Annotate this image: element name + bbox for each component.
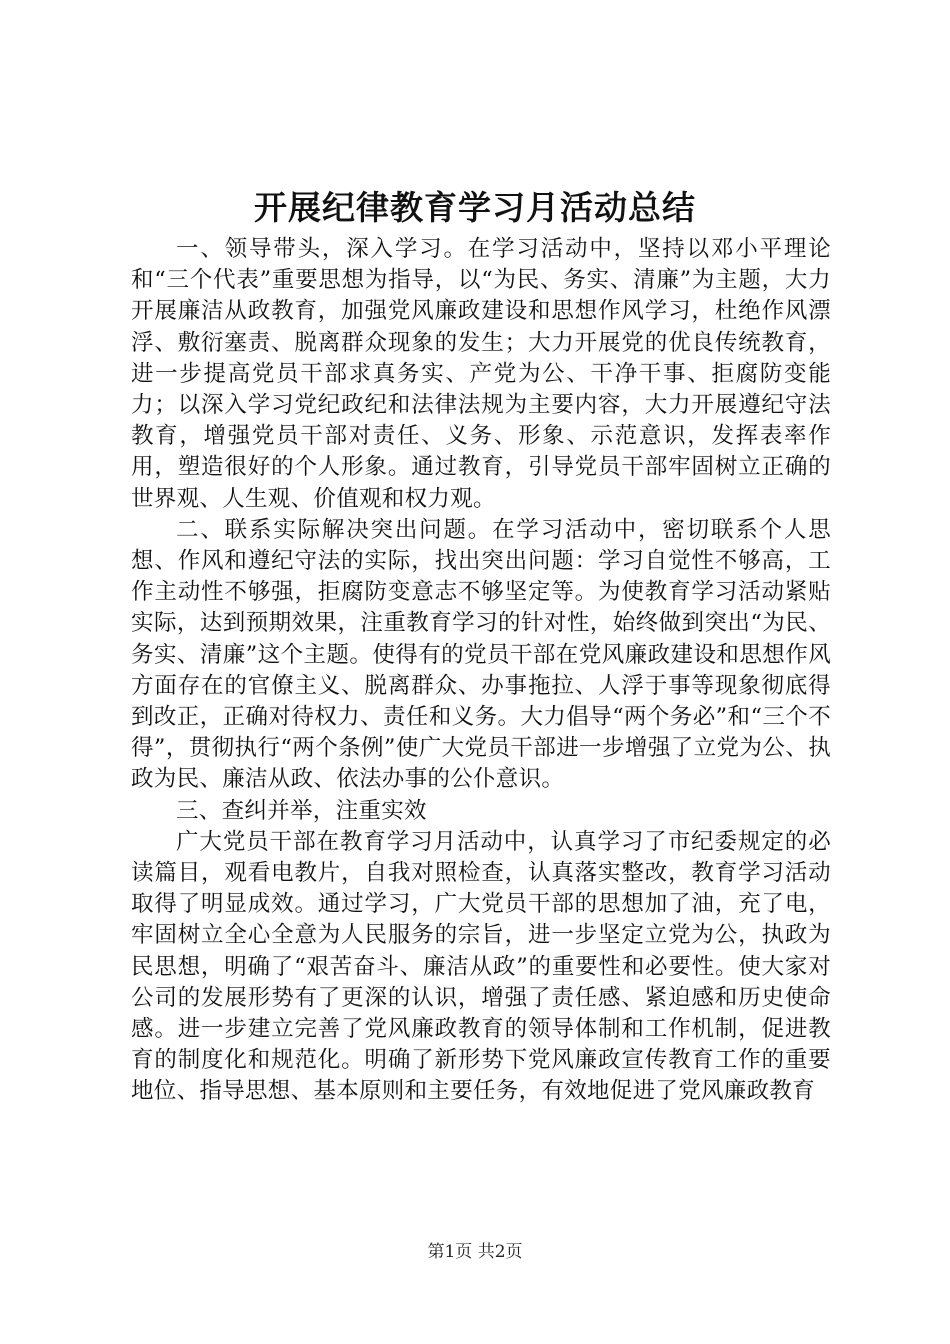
paragraph-leadership: 一、领导带头，深入学习。在学习活动中，坚持以邓小平理论和“三个代表”重要思想为指导，以“为民、务实、清廉”为主题，大力开展廉洁从政教育，加强党风廉政建设和思想作风学习，杜绝作风漂浮、敷衍塞责、脱离群众现象的发生；大力开展党的优良传统教育，进一步提高党员干部求真务实、产党为公、干净干事、拒腐防变能力；以深入学习党纪政纪和法律法规为主要内容，大力开展遵纪守法教育，增强党员干部对责任、义务、形象、示范意识，发挥表率作用，塑造很好的个人形象。通过教育，引导党员干部牢固树立正确的世界观、人生观、价值观和权力观。 — [131, 236, 831, 512]
page-number-footer: 第1页 共2页 — [427, 1242, 523, 1262]
document-title: 开展纪律教育学习月活动总结 — [254, 188, 696, 227]
section-heading-rectification: 三、查纠并举，注重实效 — [176, 797, 427, 824]
paragraph-results: 广大党员干部在教育学习月活动中，认真学习了市纪委规定的必读篇目，观看电教片，自我对照检查，认真落实整改，教育学习活动取得了明显成效。通过学习，广大党员干部的思想加了油，充了电，牢固树立全心全意为人民服务的宗旨，进一步坚定立党为公，执政为民思想，明确了“艰苦奋斗、廉洁从政”的重要性和必要性。使大家对公司的发展形势有了更深的认识，增强了责任感、紧迫感和历史使命感。进一步建立完善了党风廉政教育的领导体制和工作机制，促进教育的制度化和规范化。明确了新形势下党风廉政宣传教育工作的重要地位、指导思想、基本原则和主要任务，有效地促进了党风廉政教育 — [131, 828, 831, 1105]
document-body — [131, 234, 831, 1108]
paragraph-practical-problems: 二、联系实际解决突出问题。在学习活动中，密切联系个人思想、作风和遵纪守法的实际，找出突出问题：学习自觉性不够高，工作主动性不够强，拒腐防变意志不够坚定等。为使教育学习活动紧贴实际，达到预期效果，注重教育学习的针对性，始终做到突出“为民、务实、清廉”这个主题。使得有的党员干部在党风廉政建设和思想作风方面存在的官僚主义、脱离群众、办事拖拉、人浮于事等现象彻底得到改正，正确对待权力、责任和义务。大力倡导“两个务必”和“三个不得”，贯彻执行“两个条例”使广大党员干部进一步增强了立党为公、执政为民、廉洁从政、依法办事的公仆意识。 — [131, 516, 831, 793]
